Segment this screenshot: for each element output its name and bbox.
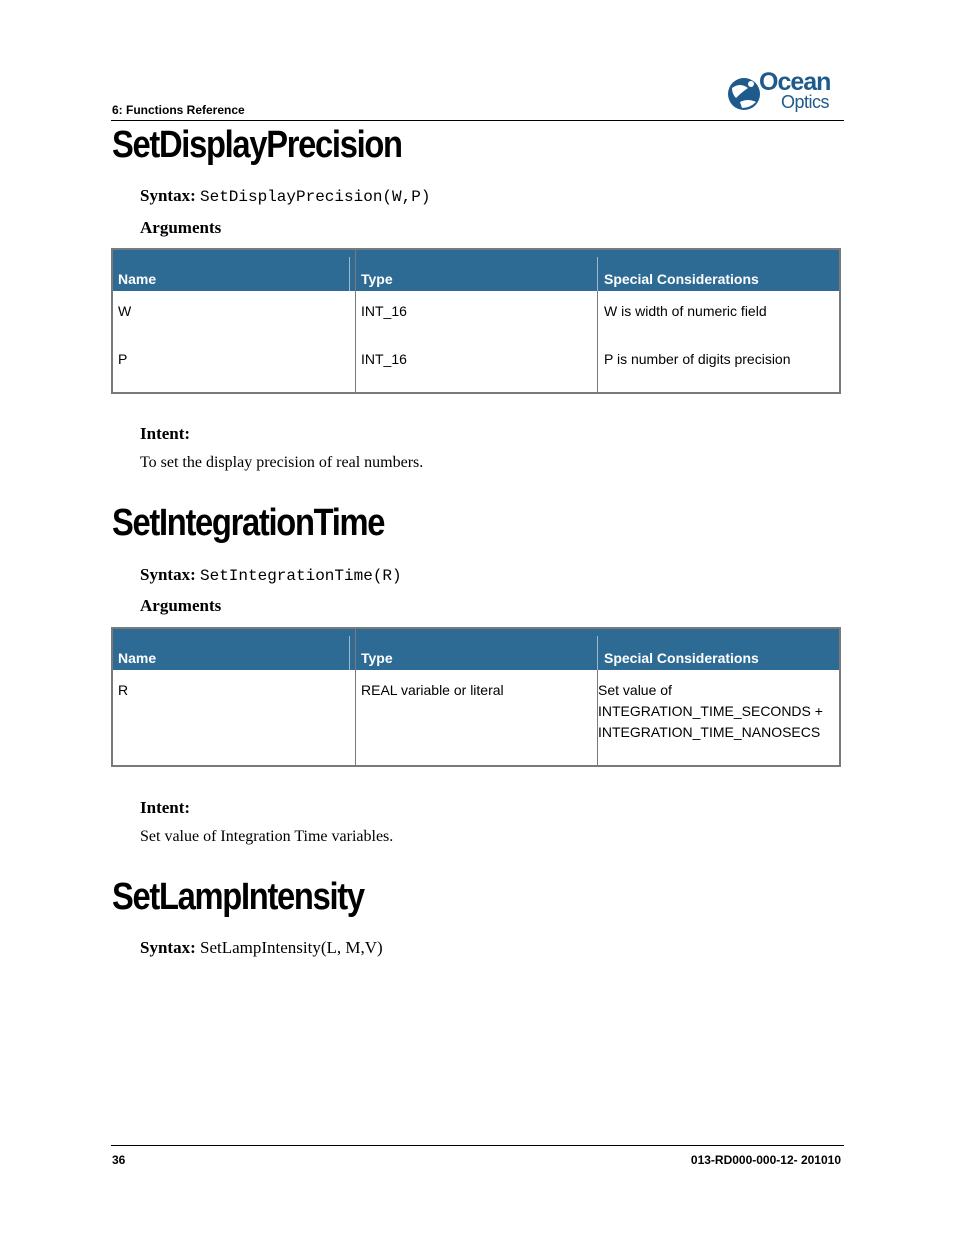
document-id: 013-RD000-000-12- 201010 (690, 1153, 841, 1167)
syntax-label: Syntax: (140, 565, 196, 584)
logo-wordmark-optics: Optics (781, 92, 830, 112)
cell-name: P (118, 351, 128, 367)
cell-considerations: W is width of numeric field (604, 303, 767, 319)
syntax-code: SetLampIntensity(L, M,V) (199, 938, 383, 957)
footer-rule (111, 1145, 844, 1146)
section-title-setdisplayprecision: SetDisplayPrecision (112, 124, 402, 166)
column-header-considerations: Special Considerations (604, 271, 759, 287)
section-title-setintegrationtime: SetIntegrationTime (112, 502, 385, 544)
intent-heading: Intent: (140, 424, 191, 443)
table-header-row (113, 250, 839, 291)
syntax-line (140, 938, 383, 958)
page-number: 36 (112, 1153, 126, 1167)
header-rule (111, 120, 844, 121)
cell-type: REAL variable or literal (361, 682, 504, 698)
cell-considerations-line: INTEGRATION_TIME_NANOSECS (598, 724, 821, 740)
arguments-table (111, 627, 841, 767)
intent-text: To set the display precision of real numbers. (140, 454, 424, 471)
cell-considerations-line: INTEGRATION_TIME_SECONDS + (598, 703, 823, 719)
cell-type: INT_16 (361, 303, 407, 319)
column-header-type: Type (361, 271, 393, 287)
syntax-label: Syntax: (140, 186, 196, 205)
cell-type: INT_16 (361, 351, 407, 367)
cell-considerations: P is number of digits precision (604, 351, 791, 367)
syntax-label: Syntax: (140, 938, 196, 957)
syntax-line (140, 565, 402, 585)
table-header-row (113, 629, 839, 670)
column-header-type: Type (361, 650, 393, 666)
arguments-heading: Arguments (140, 596, 222, 615)
company-logo (726, 70, 846, 118)
cell-name: R (118, 682, 129, 698)
arguments-heading: Arguments (140, 218, 222, 237)
syntax-code: SetDisplayPrecision(W,P) (199, 188, 431, 206)
ocean-optics-globe-icon (726, 72, 762, 116)
column-header-name: Name (118, 650, 157, 666)
cell-considerations-line: Set value of (598, 682, 672, 698)
logo-wordmark-ocean: Ocean (759, 68, 831, 96)
column-header-name: Name (118, 271, 157, 287)
syntax-code: SetIntegrationTime(R) (199, 567, 402, 585)
section-title-setlampintensity: SetLampIntensity (112, 876, 364, 918)
intent-heading: Intent: (140, 798, 191, 817)
syntax-line (140, 186, 430, 206)
cell-name: W (118, 303, 132, 319)
arguments-table (111, 248, 841, 394)
column-header-considerations: Special Considerations (604, 650, 759, 666)
running-header-chapter: 6: Functions Reference (112, 103, 245, 117)
intent-text: Set value of Integration Time variables. (140, 828, 394, 845)
